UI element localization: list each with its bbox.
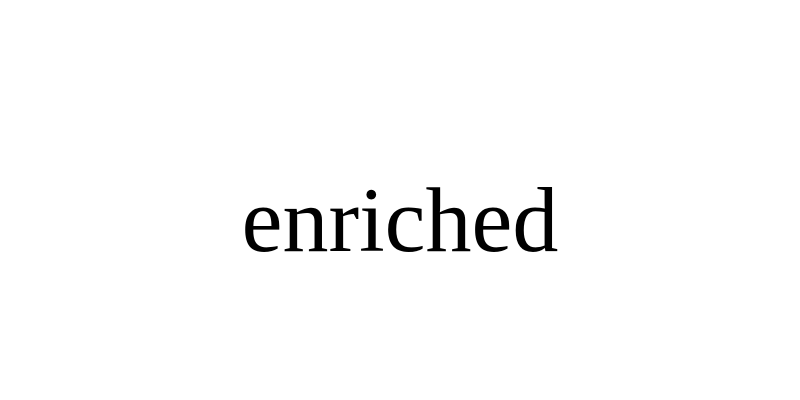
main-word: enriched (241, 169, 559, 271)
